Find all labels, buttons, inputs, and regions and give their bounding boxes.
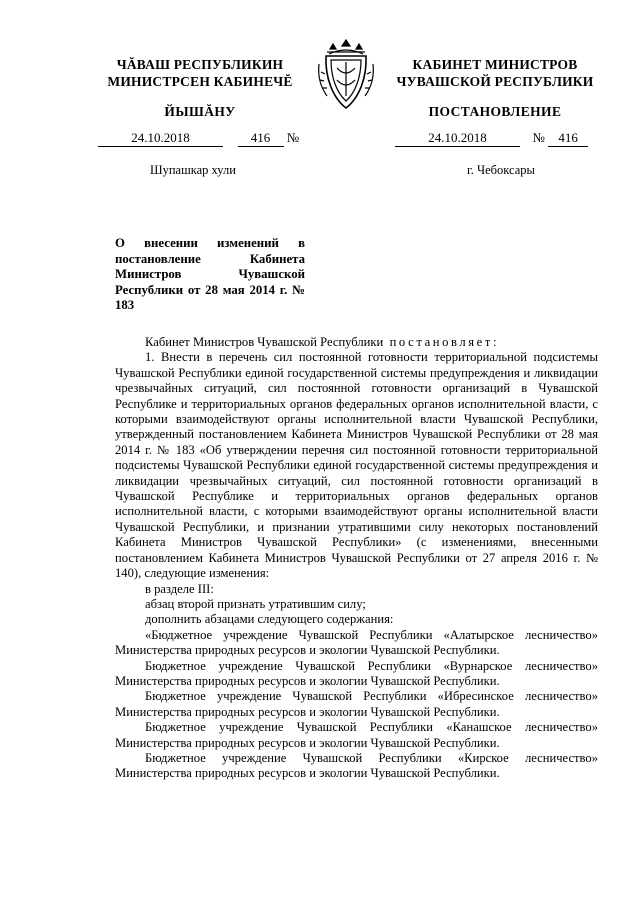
chuvash-coat-of-arms-icon	[315, 38, 377, 112]
paragraph-section: в разделе III:	[145, 581, 214, 596]
header-right-russian	[390, 56, 600, 120]
paragraph-repeal: абзац второй признать утратившим силу;	[145, 596, 366, 611]
paragraph-vurnary: Бюджетное учреждение Чувашской Республики «Вурнарское лесничество» Министерства природных ресурсов и экологии Чувашской Республики.	[115, 658, 598, 688]
doc-type-chuvash: ЙЫШĂНУ	[164, 104, 236, 119]
number-right: 416	[548, 130, 588, 147]
place-chuvash: Шупашкар хули	[150, 163, 236, 177]
paragraph-add: дополнить абзацами следующего содержания:	[145, 612, 394, 627]
document-subject: О внесении изменений в постановление Кабинета Министров Чувашской Республики от 28 мая 2014 г. № 183	[115, 236, 305, 312]
date-number-line-left	[98, 130, 299, 147]
number-sign-left: №	[286, 130, 300, 145]
date-right: 24.10.2018	[395, 130, 520, 147]
paragraph-kirskoe: Бюджетное учреждение Чувашской Республики «Кирское лесничество» Министерства природных ресурсов и экологии Чувашской Республики.	[115, 750, 598, 781]
doc-type-russian: ПОСТАНОВЛЕНИЕ	[428, 104, 562, 119]
org-name-russian-line1: КАБИНЕТ МИНИСТРОВ	[412, 57, 578, 72]
header-left-chuvash	[100, 56, 300, 120]
paragraph-ibresi: Бюджетное учреждение Чувашской Республики «Ибресинское лесничество» Министерства природных ресурсов и экологии Чувашской Республики.	[115, 689, 598, 719]
intro-lead: Кабинет Министров Чувашской Республики	[145, 335, 384, 349]
document-body	[115, 335, 598, 782]
date-number-line-right	[395, 130, 588, 147]
intro-paragraph	[115, 335, 598, 350]
org-name-chuvash-line2: МИНИСТРСЕН КАБИНЕЧĔ	[107, 74, 293, 89]
place-russian: г. Чебоксары	[467, 163, 535, 177]
number-sign-right: №	[532, 130, 545, 145]
number-left: 416	[238, 130, 284, 147]
org-name-russian-line2: ЧУВАШСКОЙ РЕСПУБЛИКИ	[396, 74, 594, 89]
intro-verb: постановляет:	[389, 335, 500, 349]
paragraph-kanash: Бюджетное учреждение Чувашской Республики «Канашское лесничество» Министерства природных ресурсов и экологии Чувашской Республики.	[115, 720, 598, 750]
paragraph-alatyr: «Бюджетное учреждение Чувашской Республики «Алатырское лесничество» Министерства природных ресурсов и экологии Чувашской Республики.	[115, 627, 598, 658]
date-left: 24.10.2018	[98, 130, 223, 147]
document-header	[0, 0, 640, 200]
org-name-chuvash-line1: ЧĂВАШ РЕСПУБЛИКИН	[116, 57, 284, 72]
paragraph-1: 1. Внести в перечень сил постоянной готовности территориальной подсистемы Чувашской Республики единой государственной системы предупреждения и ликвидации чрезвычайных ситуаций, сил постоянной готовности организаций в Чувашской Республике и территориальных органов федеральных органов исполнительной власти, с которыми взаимодействуют органы исполнительной власти Чувашской Республики, утвержденный постановлением Кабинета Министров Чувашской Республики от 28 мая 2014 г. № 183 «Об утверждении перечня сил постоянной готовности территориальной подсистемы Чувашской Республики единой государственной системы предупреждения и ликвидации чрезвычайных ситуаций, сил постоянной готовности организаций в Чувашской Республике и территориальных органов федеральных органов исполнительной власти, с которыми взаимодействуют органы исполнительной власти Чувашской Республики, и признании утратившими силу некоторых постановлений Кабинета Министров Чувашской Республики» (с изменениями, внесенными постановлением Кабинета Министров Чувашской Республики от 27 апреля 2016 г. № 140), следующие изменения:	[115, 350, 598, 581]
